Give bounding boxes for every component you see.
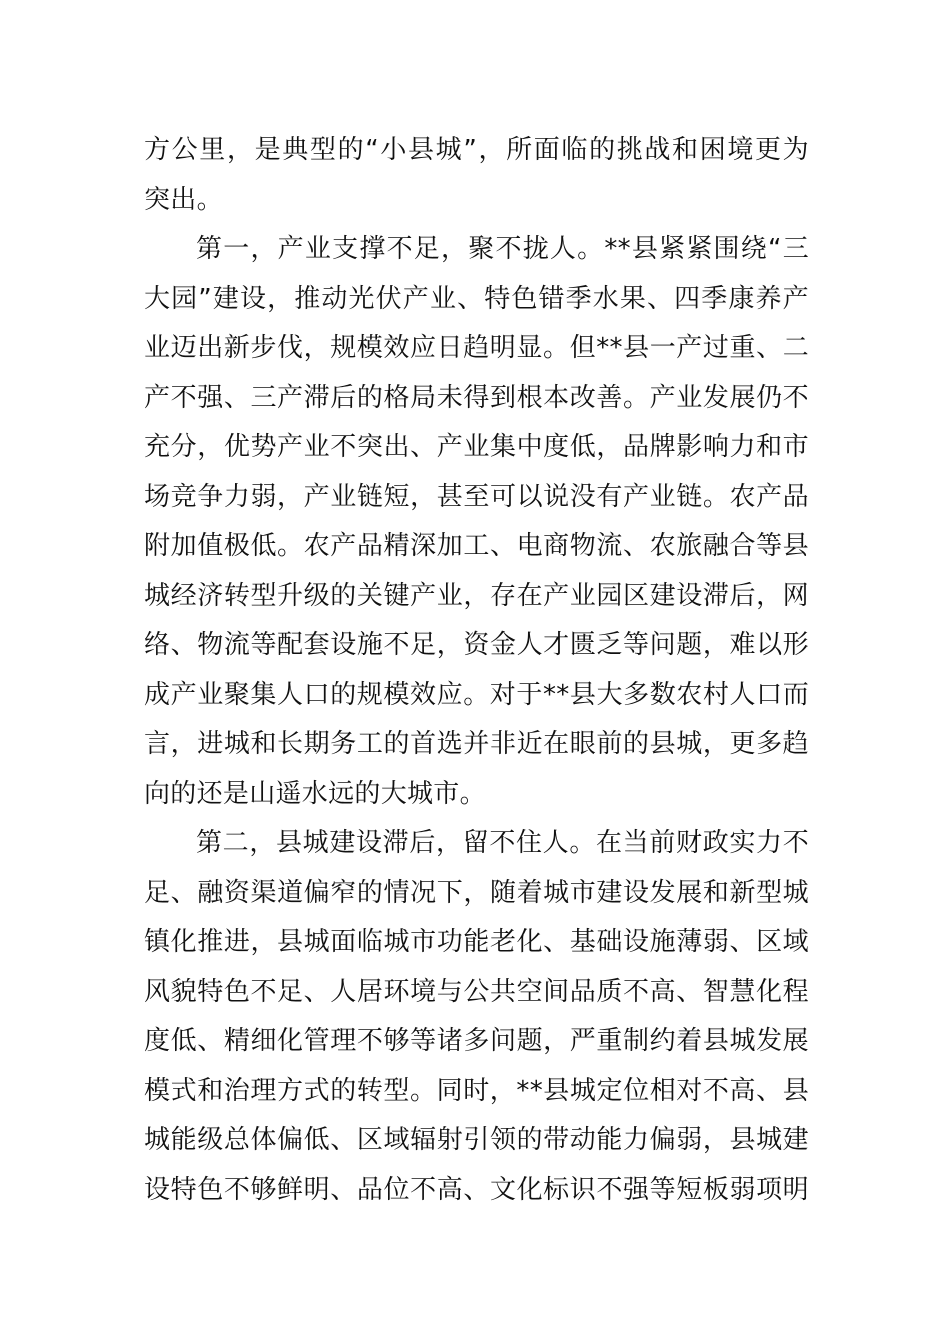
- text-line: 产不强、三产滞后的格局未得到根本改善。产业发展仍不: [144, 382, 809, 413]
- text-line: 方公里，是典型的“小县城”，所面临的挑战和困境更为: [144, 135, 809, 165]
- text-line: 突出。: [144, 184, 223, 215]
- text-line: 模式和治理方式的转型。同时，**县城定位相对不高、县: [144, 1075, 809, 1106]
- text-line: 附加值极低。农产品精深加工、电商物流、农旅融合等县: [144, 531, 809, 561]
- text-line: 成产业聚集人口的规模效应。对于**县大多数农村人口而: [144, 679, 809, 710]
- text-line: 充分，优势产业不突出、产业集中度低，品牌影响力和市: [144, 432, 809, 462]
- text-line: 城能级总体偏低、区域辐射引领的带动能力偏弱，县城建: [144, 1125, 809, 1155]
- paragraph-first-line: 第一，产业支撑不足，聚不拢人。**县紧紧围绕“三: [196, 234, 809, 264]
- text-line: 络、物流等配套设施不足，资金人才匮乏等问题，难以形: [144, 630, 809, 660]
- text-line: 言，进城和长期务工的首选并非近在眼前的县城，更多趋: [144, 729, 809, 759]
- text-line: 设特色不够鲜明、品位不高、文化标识不强等短板弱项明: [144, 1174, 809, 1205]
- text-line: 业迈出新步伐，规模效应日趋明显。但**县一产过重、二: [144, 333, 809, 363]
- body-text: [144, 126, 809, 1215]
- text-line: 场竞争力弱，产业链短，甚至可以说没有产业链。农产品: [144, 481, 809, 512]
- text-line: 足、融资渠道偏窄的情况下，随着城市建设发展和新型城: [144, 877, 809, 908]
- text-line: 镇化推进，县城面临城市功能老化、基础设施薄弱、区域: [144, 927, 809, 957]
- text-line: 城经济转型升级的关键产业，存在产业园区建设滞后，网: [144, 580, 809, 611]
- text-line: 度低、精细化管理不够等诸多问题，严重制约着县城发展: [144, 1026, 809, 1056]
- text-line: 向的还是山遥水远的大城市。: [144, 778, 486, 809]
- paragraph-first-line: 第二，县城建设滞后，留不住人。在当前财政实力不: [196, 828, 809, 858]
- text-line: 大园”建设，推动光伏产业、特色错季水果、四季康养产: [144, 283, 809, 314]
- text-line: 风貌特色不足、人居环境与公共空间品质不高、智慧化程: [144, 976, 809, 1007]
